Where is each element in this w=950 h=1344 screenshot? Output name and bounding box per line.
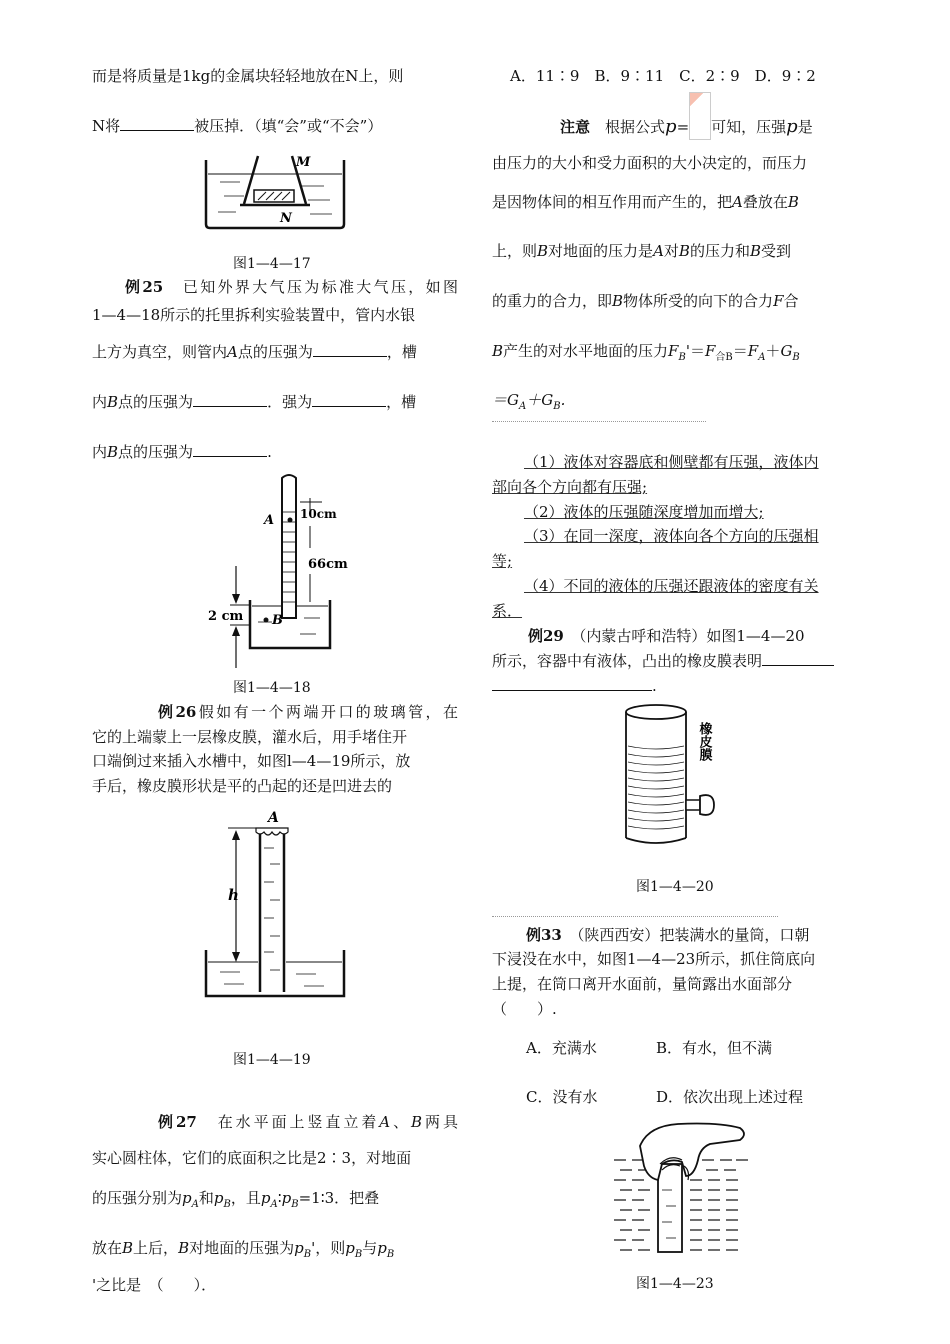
- var-pb-ratio: $p_B$: [281, 1189, 299, 1210]
- law-line: 系．: [492, 602, 523, 620]
- var-b: B: [787, 193, 799, 211]
- var-a: A: [379, 1113, 391, 1131]
- option-b[interactable]: B．有水，但不满: [656, 1039, 773, 1057]
- law-line: （1）液体对容器底和侧壁都有压强，液体内: [524, 453, 819, 471]
- text-span: 的压强分别为: [92, 1189, 183, 1207]
- var-pb: $p_B$: [213, 1189, 231, 1210]
- label-66cm: 66cm: [308, 557, 348, 572]
- text-line: [92, 1238, 394, 1265]
- text-span: 和: [198, 1189, 214, 1207]
- law-line: （4）不同的液体的压强还跟液体的密度有关: [524, 577, 819, 595]
- divider: [492, 421, 706, 422]
- var-b: B: [122, 1239, 134, 1257]
- answer-blank[interactable]: [762, 651, 834, 666]
- text-line: 下浸没在水中，如图1—4—23所示，抓住筒底向: [492, 950, 816, 968]
- label-n: N: [280, 211, 292, 226]
- text-line: '之比是 （ ）．: [92, 1276, 217, 1294]
- text-span: 的重力的合力，即: [492, 292, 613, 310]
- text-line: [492, 626, 860, 646]
- var-pa-ratio: $p_A$: [260, 1189, 278, 1210]
- text-span: 放在: [92, 1239, 123, 1257]
- var-pa: $p_A$: [182, 1189, 199, 1210]
- figure-caption: 图1—4—18: [233, 680, 311, 696]
- text-span: 两具: [422, 1113, 458, 1131]
- var-f: F: [773, 292, 784, 310]
- text-span: 叠放在: [742, 193, 788, 211]
- answer-blank[interactable]: [313, 342, 387, 357]
- text-span: ，槽: [386, 343, 417, 361]
- text-span: 物体所受的向下的合力: [623, 292, 774, 310]
- figure-1-4-17: [200, 152, 350, 234]
- text-line: 手后，橡皮膜形状是平的凸起的还是凹进去的: [92, 777, 393, 795]
- text-line: [92, 116, 382, 136]
- var-p: p: [786, 116, 798, 137]
- var-pb: $p_B$: [345, 1239, 363, 1260]
- figure-caption: 图1—4—19: [233, 1052, 311, 1068]
- text-span: 可知，压强: [711, 118, 787, 136]
- label-h: h: [228, 886, 239, 904]
- law-line: （2）液体的压强随深度增加而增大;: [524, 503, 764, 521]
- text-line: 实心圆柱体，它们的底面积之比是2∶3，对地面: [92, 1149, 412, 1167]
- var-b: B: [612, 292, 624, 310]
- text-line: [92, 277, 458, 297]
- text-span: .: [267, 443, 272, 461]
- text-span: 点的压强为: [237, 343, 313, 361]
- example-label: 例29: [528, 627, 564, 645]
- var-b: B: [411, 1113, 423, 1131]
- text-span: =1∶3．把叠: [298, 1189, 380, 1207]
- figure-1-4-23: [614, 1120, 750, 1260]
- var-b: B: [107, 393, 119, 411]
- text-span: （内蒙古呼和浩特）如图1—4—20: [578, 627, 805, 645]
- text-span: 是因物体间的相互作用而产生的，把: [492, 193, 733, 211]
- var-p: p: [665, 116, 677, 137]
- law-line: 部向各个方向都有压强;: [492, 478, 648, 496]
- text-span: ，则: [315, 1239, 346, 1257]
- text-span: 被压掉．（填“会”或“不会”）: [194, 117, 383, 135]
- text-span: 在水平面上竖直立着: [217, 1113, 380, 1131]
- var-pb-prime: $p_B'$: [294, 1239, 316, 1260]
- text-line: B产生的对水平地面的压力$F_B'=F_{合B}=F_A+G_B$: [492, 342, 800, 363]
- text-span: N将: [92, 117, 121, 135]
- figure-1-4-19: [200, 800, 350, 1000]
- var-b: B: [107, 443, 119, 461]
- formula: F: [704, 342, 716, 360]
- text-span: 已知外界大气压为标准大气压，如图: [182, 278, 458, 296]
- text-line: 1—4—18所示的托里拆利实验装置中，管内水银: [92, 306, 416, 324]
- label-2cm: 2 cm: [208, 609, 244, 624]
- option-a[interactable]: A．充满水: [526, 1039, 597, 1057]
- text-span: 对地面的压力是: [548, 242, 654, 260]
- text-line: [92, 442, 272, 462]
- text-line: [492, 925, 860, 945]
- text-span: 上方为真空，则管内: [92, 343, 228, 361]
- text-span: 与: [362, 1239, 378, 1257]
- text-span: 合: [783, 292, 799, 310]
- figure-caption: 图1—4—20: [636, 879, 714, 895]
- text-span: 点的压强为: [118, 443, 194, 461]
- text-span: 、: [390, 1113, 412, 1131]
- option-c[interactable]: C．没有水: [526, 1088, 598, 1106]
- figure-1-4-20: [618, 700, 738, 850]
- label-10cm: 10cm: [300, 507, 337, 521]
- var-b: B: [178, 1239, 190, 1257]
- text-span: 假如有一个两端开口的玻璃管，在: [196, 703, 458, 721]
- options-line: A．11∶9 B．9∶11 C．2∶9 D．9∶2: [510, 67, 816, 85]
- example-label: 例33: [526, 926, 562, 944]
- var-b: B: [537, 242, 549, 260]
- text-line: [492, 651, 834, 671]
- text-span: 点的压强为: [118, 393, 194, 411]
- answer-blank[interactable]: [120, 116, 194, 131]
- label-a: A: [264, 513, 275, 528]
- answer-blank[interactable]: [193, 392, 267, 407]
- text-span: 内: [92, 393, 108, 411]
- answer-blank[interactable]: [492, 676, 652, 691]
- var-pb: $p_B$: [377, 1239, 395, 1260]
- var-b: B: [749, 242, 761, 260]
- label-a: A: [268, 810, 279, 826]
- text-line: 而是将质量是1kg的金属块轻轻地放在N上，则: [92, 67, 404, 85]
- text-span: 上后，: [133, 1239, 179, 1257]
- text-span: .: [652, 677, 657, 695]
- text-line: （ ）.: [492, 1000, 557, 1018]
- formula: $G_B$: [780, 342, 800, 363]
- text-span: ，槽: [386, 393, 417, 411]
- text-line: 它的上端蒙上一层橡皮膜，灌水后，用手堵住开: [92, 728, 408, 746]
- text-line: [492, 676, 657, 696]
- text-span: 对: [663, 242, 679, 260]
- example-label: 例27: [158, 1113, 197, 1131]
- answer-blank[interactable]: [312, 392, 386, 407]
- formula-line: $=G_A+G_B$.: [492, 391, 566, 412]
- figure-caption: 图1—4—17: [233, 256, 311, 272]
- text-span: 产生的对水平地面的压力: [503, 342, 669, 360]
- var-a: A: [227, 343, 238, 361]
- text-line: [492, 241, 791, 261]
- text-line: [92, 392, 416, 412]
- var-a: A: [732, 193, 743, 211]
- option-d[interactable]: D．依次出现上述过程: [656, 1088, 804, 1106]
- text-line: 口端倒过来插入水槽中，如图l—4—19所示，放: [92, 752, 411, 770]
- figure-caption: 图1—4—23: [636, 1276, 714, 1292]
- text-span: 的压力和: [689, 242, 750, 260]
- formula: $F_B'$: [668, 342, 690, 363]
- text-line: [92, 1112, 458, 1132]
- example-label: 例26: [158, 703, 197, 721]
- var-b: B: [678, 242, 690, 260]
- text-line: 注意 根据公式p= 可知，压强p是: [492, 116, 860, 140]
- note-label: 注意: [560, 118, 591, 136]
- text-line: [92, 702, 458, 722]
- text-line: [92, 342, 417, 362]
- var-b: B: [492, 342, 504, 360]
- law-line: 等;: [492, 552, 513, 570]
- label-b: B: [272, 613, 283, 628]
- text-span: 所示，容器中有液体，凸出的橡皮膜表明: [492, 652, 763, 670]
- answer-blank[interactable]: [193, 442, 267, 457]
- text-span: 对地面的压强为: [189, 1239, 295, 1257]
- text-line: [492, 291, 799, 311]
- text-span: （陕西西安）把装满水的量筒，口朝: [576, 926, 810, 944]
- text-line: 由压力的大小和受力面积的大小决定的，而压力: [492, 154, 808, 172]
- example-label: 例25: [125, 278, 164, 296]
- label-rubber-membrane: 橡皮膜: [696, 722, 712, 761]
- text-span: ，且: [230, 1189, 261, 1207]
- divider: [492, 916, 778, 917]
- law-line: （3）在同一深度，液体向各个方向的压强相: [524, 527, 819, 545]
- formula: $F_A$: [747, 342, 766, 363]
- text-line: 的压强分别为$p_A$和$p_B$，且$p_A∶p_B=1∶3$．把叠: [92, 1189, 380, 1210]
- text-span: 根据公式: [605, 118, 666, 136]
- text-line: [492, 192, 799, 212]
- text-span: 内: [92, 443, 108, 461]
- subscript: 合B: [715, 352, 733, 363]
- figure-1-4-18: [200, 472, 360, 672]
- text-span: ．强为: [267, 393, 313, 411]
- var-a: A: [653, 242, 664, 260]
- text-span: 受到: [761, 242, 792, 260]
- text-span: 是: [797, 118, 813, 136]
- text-span: 上，则: [492, 242, 538, 260]
- label-m: M: [296, 155, 311, 170]
- broken-image-icon: [689, 92, 711, 140]
- text-line: 上提，在筒口离开水面前，量筒露出水面部分: [492, 975, 793, 993]
